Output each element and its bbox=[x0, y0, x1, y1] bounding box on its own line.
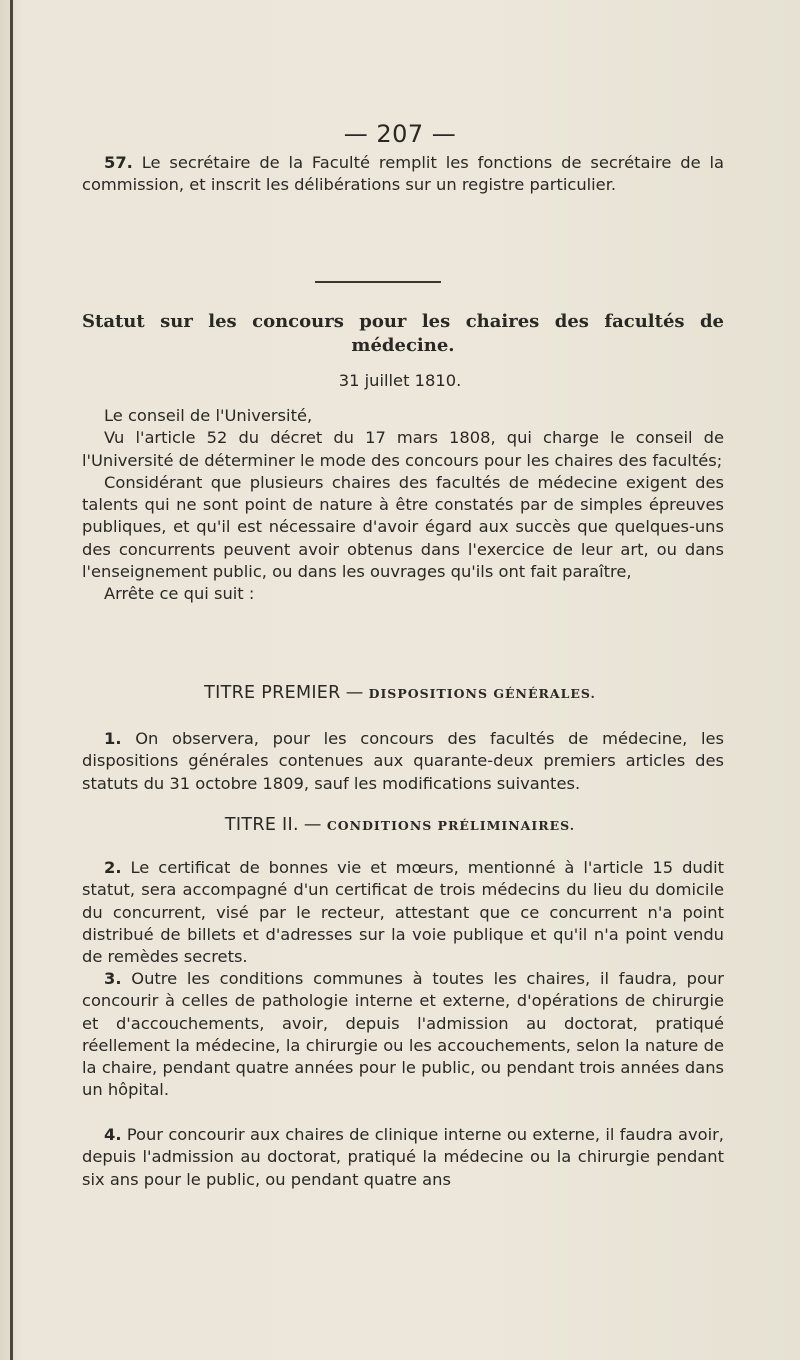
article-text: Pour concourir aux chaires de clinique interne ou externe, il faudra avoir, depuis l'admission au doctorat, pratiqué la médecine ou la chirurgie pendant six ans pour le public, ou pendant quatre ans bbox=[82, 1125, 724, 1189]
article-text: On observera, pour les concours des facultés de médecine, les dispositions générales contenues aux quarante-deux premiers articles des statuts du 31 octobre 1809, sauf les modifications suivantes. bbox=[82, 729, 724, 793]
article-number: 1. bbox=[104, 729, 122, 748]
article-1 bbox=[82, 728, 724, 795]
titre-subtitle: DISPOSITIONS GÉNÉRALES. bbox=[368, 686, 596, 701]
section-divider bbox=[315, 281, 441, 283]
titre-premier-heading bbox=[0, 683, 800, 703]
titre-label: TITRE PREMIER bbox=[204, 683, 341, 703]
article-4 bbox=[82, 1124, 724, 1191]
article-number: 2. bbox=[104, 858, 122, 877]
article-3 bbox=[82, 968, 724, 1102]
preamble bbox=[82, 405, 724, 606]
statute-date: 31 juillet 1810. bbox=[338, 371, 462, 390]
article-number: 57. bbox=[104, 153, 133, 172]
article-number: 3. bbox=[104, 969, 122, 988]
page-number: — 207 — bbox=[343, 120, 457, 148]
article-2 bbox=[82, 857, 724, 968]
article-57 bbox=[82, 152, 724, 197]
article-text: Le certificat de bonnes vie et mœurs, mentionné à l'article 15 dudit statut, sera accompagné d'un certificat de trois médecins du lieu du domicile du concurrent, visé par le recteur, attestant que ce concurrent n'a point distribué de billets et d'adresses sur la voie publique et qu'il n'a point vendu de remèdes secrets. bbox=[82, 858, 724, 967]
article-text: Le secrétaire de la Faculté remplit les fonctions de secrétaire de la commission, et inscrit les délibérations sur un registre particulier. bbox=[82, 153, 724, 195]
titre-dash: — bbox=[303, 815, 322, 835]
page-binding-edge bbox=[10, 0, 13, 1360]
preamble-arrete: Arrête ce qui suit : bbox=[104, 584, 255, 604]
statute-title-line2: médecine. bbox=[351, 335, 455, 356]
article-number: 4. bbox=[104, 1125, 122, 1144]
titre-dash: — bbox=[345, 683, 364, 703]
article-text: Outre les conditions communes à toutes les chaires, il faudra, pour concourir à celles de pathologie interne et externe, d'opérations de chirurgie et d'accouchements, avoir, depuis l'admission au doctorat, pratiqué réellement la médecine, la chirurgie ou les accouchements, selon la nature de la chaire, pendant quatre années pour le public, ou pendant trois années dans un hôpital. bbox=[82, 969, 724, 1100]
preamble-vu: Vu l'article 52 du décret du 17 mars 1808, qui charge le conseil de l'Université de déterminer le mode des concours pour les chaires des facultés; bbox=[82, 428, 724, 470]
titre-label: TITRE II. bbox=[224, 815, 299, 835]
titre-ii-heading bbox=[0, 815, 800, 835]
titre-subtitle: CONDITIONS PRÉLIMINAIRES. bbox=[326, 818, 576, 833]
preamble-considerant: Considérant que plusieurs chaires des facultés de médecine exigent des talents qui ne sont point de nature à être constatés par de simples épreuves publiques, et qu'il est nécessaire d'avoir égard aux succès que quelques-uns des concurrents peuvent avoir obtenus dans l'exercice de leur art, ou dans l'enseignement public, ou dans les ouvrages qu'ils ont fait paraître, bbox=[82, 472, 724, 582]
statute-title bbox=[82, 310, 724, 358]
preamble-council: Le conseil de l'Université, bbox=[104, 406, 313, 425]
statute-title-line1: Statut sur les concours pour les chaires des facultés de bbox=[82, 311, 724, 332]
